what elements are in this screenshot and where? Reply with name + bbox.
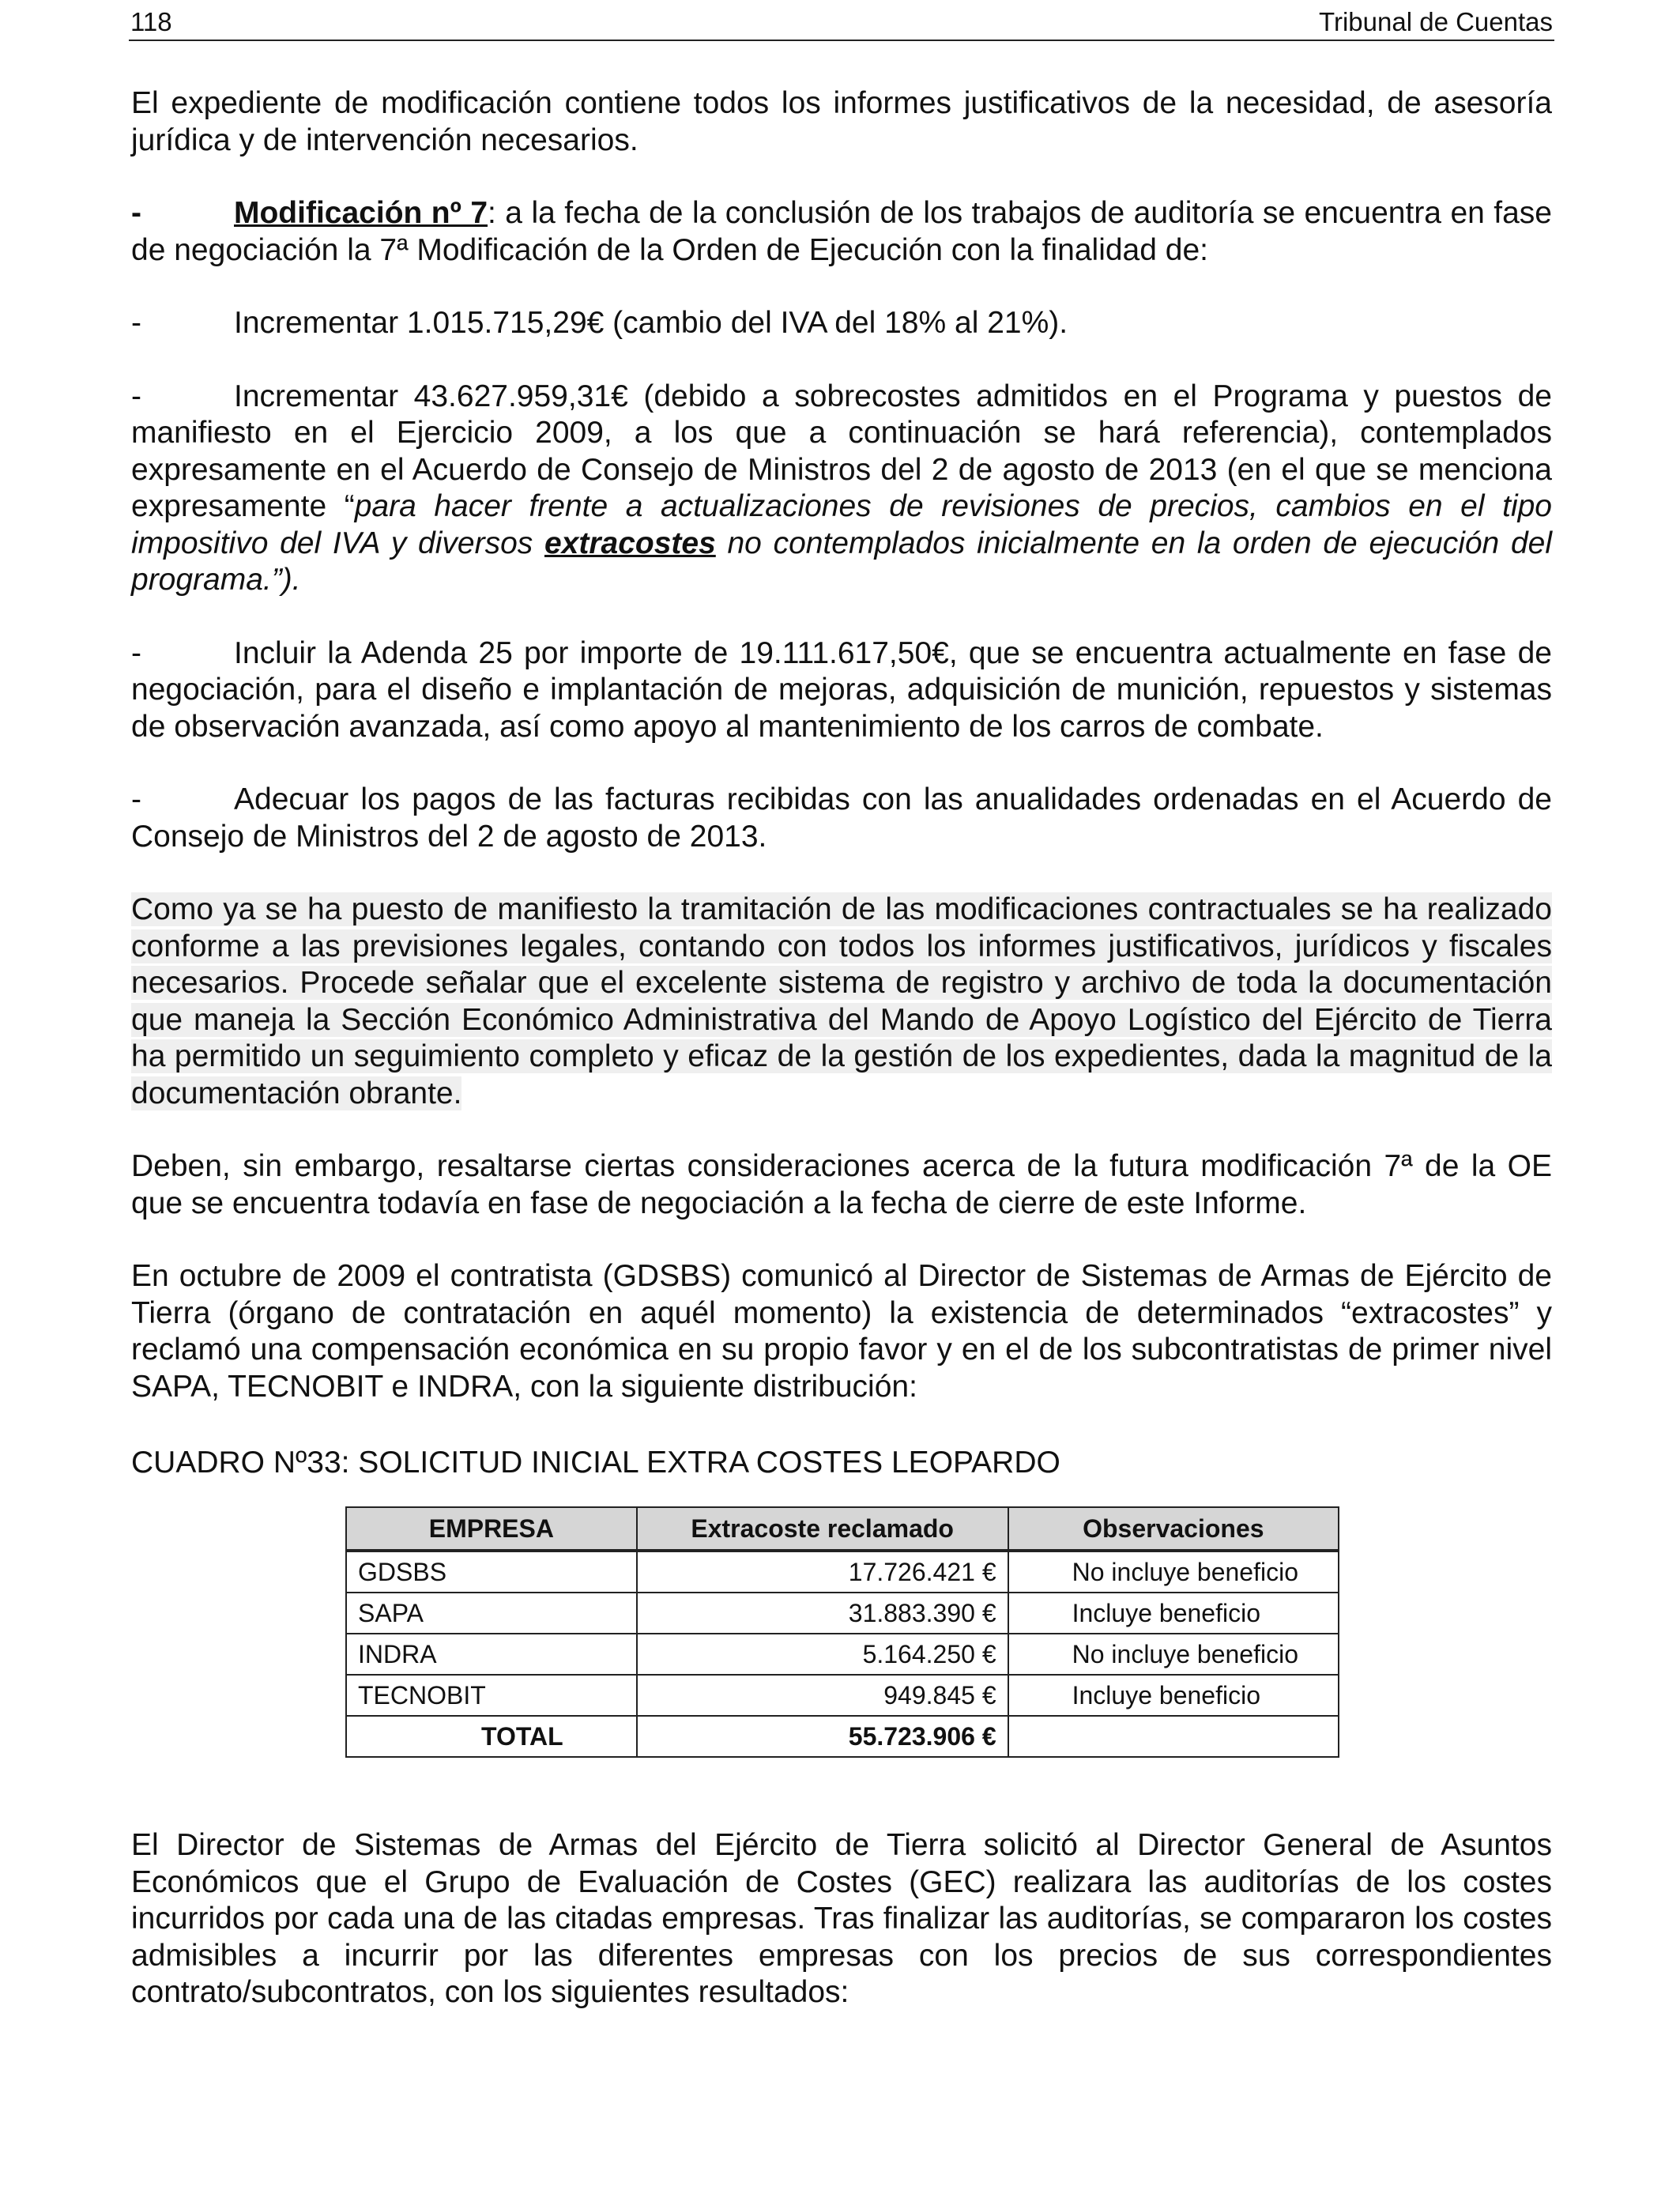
list-item-sobrecostes <box>131 379 1552 599</box>
quoted-text: para hacer frente a actualizaciones de revisiones de precios, cambios en el tipo impositivo del IVA y diversos <box>131 489 1552 560</box>
observation-cell: Incluye beneficio <box>1008 1593 1339 1634</box>
observation-cell: No incluye beneficio <box>1008 1551 1339 1593</box>
list-item-text: Adecuar los pagos de las facturas recibidas con las anualidades ordenadas en el Acuerdo de Consejo de Ministros del 2 de agosto de 2013. <box>131 782 1552 854</box>
observation-cell: Incluye beneficio <box>1008 1675 1339 1716</box>
bullet-dash: - <box>131 782 141 816</box>
total-amount: 55.723.906 € <box>637 1716 1008 1757</box>
list-item-iva <box>131 305 1552 342</box>
column-header: EMPRESA <box>346 1507 637 1551</box>
bullet-dash: - <box>131 196 141 230</box>
bullet-dash: - <box>131 306 141 340</box>
quoted-text-end: no contemplados inicialmente en la orden de ejecución del programa.”). <box>131 526 1552 597</box>
modification-7-title: Modificación nº 7 <box>234 196 488 230</box>
list-item-adenda <box>131 635 1552 746</box>
bullet-dash: - <box>131 635 141 670</box>
paragraph-consideraciones: Deben, sin embargo, resaltarse ciertas consideraciones acerca de la futura modificación 7ª de la OE que se encuentra todavía en fase de negociación a la fecha de cierre de este Informe. <box>131 1149 1552 1220</box>
modification-7-text: : a la fecha de la conclusión de los trabajos de auditoría se encuentra en fase de negociación la 7ª Modificación de la Orden de Ejecución con la finalidad de: <box>131 196 1552 267</box>
observation-cell: No incluye beneficio <box>1008 1634 1339 1675</box>
emphasized-term: extracostes <box>544 526 716 560</box>
amount-cell: 949.845 € <box>637 1675 1008 1716</box>
list-item-text: Incluir la Adenda 25 por importe de 19.111.617,50€, que se encuentra actualmente en fase de negociación, para el diseño e implantación de mejoras, adquisición de munición, repuestos y sistemas de observación avanzada, así como apoyo al mantenimiento de los carros de combate. <box>131 635 1552 744</box>
modification-7-item <box>131 195 1552 269</box>
table-header-row <box>346 1507 1339 1551</box>
paragraph-director: El Director de Sistemas de Armas del Ejército de Tierra solicitó al Director General de Asuntos Económicos que el Grupo de Evaluación de Costes (GEC) realizara las auditorías de los costes incurridos por cada una de las citadas empresas. Tras finalizar las auditorías, se compararon los costes admisibles a incurrir por las diferentes empresas con los precios de sus correspondientes contrato/subcontratos, con los siguientes resultados: <box>131 1828 1552 2009</box>
total-observation <box>1008 1716 1339 1757</box>
paragraph-octubre-2009: En octubre de 2009 el contratista (GDSBS) comunicó al Director de Sistemas de Armas de Ejército de Tierra (órgano de contratación en aquél momento) la existencia de determinados “extracostes” y reclamó una compensación económica en su propio favor y en el de los subcontratistas de primer nivel SAPA, TECNOBIT e INDRA, con la siguiente distribución: <box>131 1259 1552 1404</box>
paragraph-expediente: El expediente de modificación contiene todos los informes justificativos de la necesidad, de asesoría jurídica y de intervención necesarios. <box>131 86 1552 157</box>
list-item-text: Incrementar 43.627.959,31€ (debido a sobrecostes admitidos en el Programa y puestos de manifiesto en el Ejercicio 2009, a los que a continuación se hará referencia), contemplados expresamente en el Acuerdo de Consejo de Ministros del 2 de agosto de 2013 (en el que se menciona expresamente “ <box>131 379 1552 523</box>
organization-name: Tribunal de Cuentas <box>1319 7 1553 36</box>
total-label: TOTAL <box>346 1716 637 1757</box>
column-header: Observaciones <box>1008 1507 1339 1551</box>
table-row <box>346 1593 1339 1634</box>
paragraph-tramitacion <box>131 892 1552 1112</box>
table-row <box>346 1675 1339 1716</box>
company-cell: GDSBS <box>346 1551 637 1593</box>
table-row <box>346 1634 1339 1675</box>
table-row <box>346 1551 1339 1593</box>
page-number: 118 <box>130 7 172 36</box>
company-cell: INDRA <box>346 1634 637 1675</box>
page-header <box>129 5 1554 41</box>
amount-cell: 17.726.421 € <box>637 1551 1008 1593</box>
amount-cell: 5.164.250 € <box>637 1634 1008 1675</box>
company-cell: TECNOBIT <box>346 1675 637 1716</box>
amount-cell: 31.883.390 € <box>637 1593 1008 1634</box>
extracostes-table <box>345 1506 1339 1758</box>
bullet-dash: - <box>131 379 141 413</box>
company-cell: SAPA <box>346 1593 637 1634</box>
list-item-text: Incrementar 1.015.715,29€ (cambio del IVA del 18% al 21%). <box>234 306 1068 340</box>
document-body <box>131 85 1552 2011</box>
table-total-row <box>346 1716 1339 1757</box>
column-header: Extracoste reclamado <box>637 1507 1008 1551</box>
table-caption: CUADRO Nº33: SOLICITUD INICIAL EXTRA COSTES LEOPARDO <box>131 1446 1060 1480</box>
highlighted-text: Como ya se ha puesto de manifiesto la tramitación de las modificaciones contractuales se ha realizado conforme a las previsiones legales, contando con todos los informes justificativos, jurídicos y fiscales necesarios. Procede señalar que el excelente sistema de registro y archivo de toda la documentación que maneja la Sección Económico Administrativa del Mando de Apoyo Logístico del Ejército de Tierra ha permitido un seguimiento completo y eficaz de la gestión de los expedientes, dada la magnitud de la documentación obrante. <box>131 892 1552 1110</box>
list-item-pagos <box>131 782 1552 855</box>
